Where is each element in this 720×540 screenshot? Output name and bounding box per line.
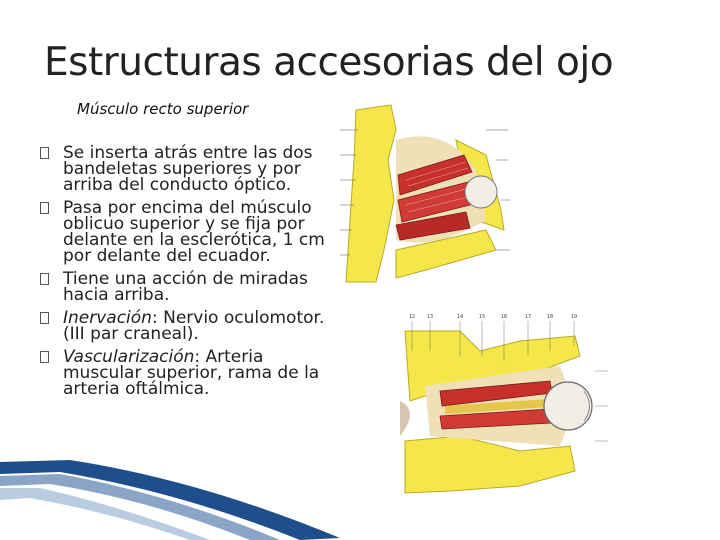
bullet-item xyxy=(40,349,340,397)
orbit-horizontal-illustration xyxy=(400,311,610,511)
orbit-sagittal-illustration xyxy=(336,100,512,286)
bullet-text: Se inserta atrás entre las dos bandeletas superiores y por arriba del conducto óptico. xyxy=(63,143,313,195)
figure-label: 14 xyxy=(456,314,464,320)
bullet-text: : Arteria muscular superior, rama de la arteria oftálmica. xyxy=(63,347,320,399)
bullet-box-icon xyxy=(40,273,49,285)
bullet-text: Tiene una acción de miradas hacia arriba. xyxy=(63,269,308,305)
bullet-item xyxy=(40,145,340,193)
figure-label: 17 xyxy=(524,314,532,320)
slide-title: Estructuras accesorias del ojo xyxy=(44,40,614,85)
bullet-box-icon xyxy=(40,351,49,363)
figure-label: 13 xyxy=(426,314,434,320)
figure-label: 16 xyxy=(500,314,508,320)
figure-label: 18 xyxy=(546,314,554,320)
bullet-list xyxy=(40,145,340,404)
bullet-item xyxy=(40,310,340,342)
figure-label: 19 xyxy=(570,314,578,320)
bullet-item xyxy=(40,200,340,264)
bullet-prefix: Inervación xyxy=(63,308,152,328)
bullet-box-icon xyxy=(40,312,49,324)
decorative-swoosh xyxy=(0,440,720,540)
figure-label: 15 xyxy=(478,314,486,320)
bullet-prefix: Vascularización xyxy=(63,347,195,367)
bullet-item xyxy=(40,271,340,303)
bullet-box-icon xyxy=(40,147,49,159)
figure-label: 12 xyxy=(408,314,416,320)
slide-subtitle: Músculo recto superior xyxy=(77,100,249,118)
bullet-text: Pasa por encima del músculo oblicuo superior y se fija por delante en la esclerótica, 1 cm por delante del ecuador. xyxy=(63,198,325,266)
bullet-text: : Nervio oculomotor. (III par craneal). xyxy=(63,308,325,344)
bullet-box-icon xyxy=(40,202,49,214)
